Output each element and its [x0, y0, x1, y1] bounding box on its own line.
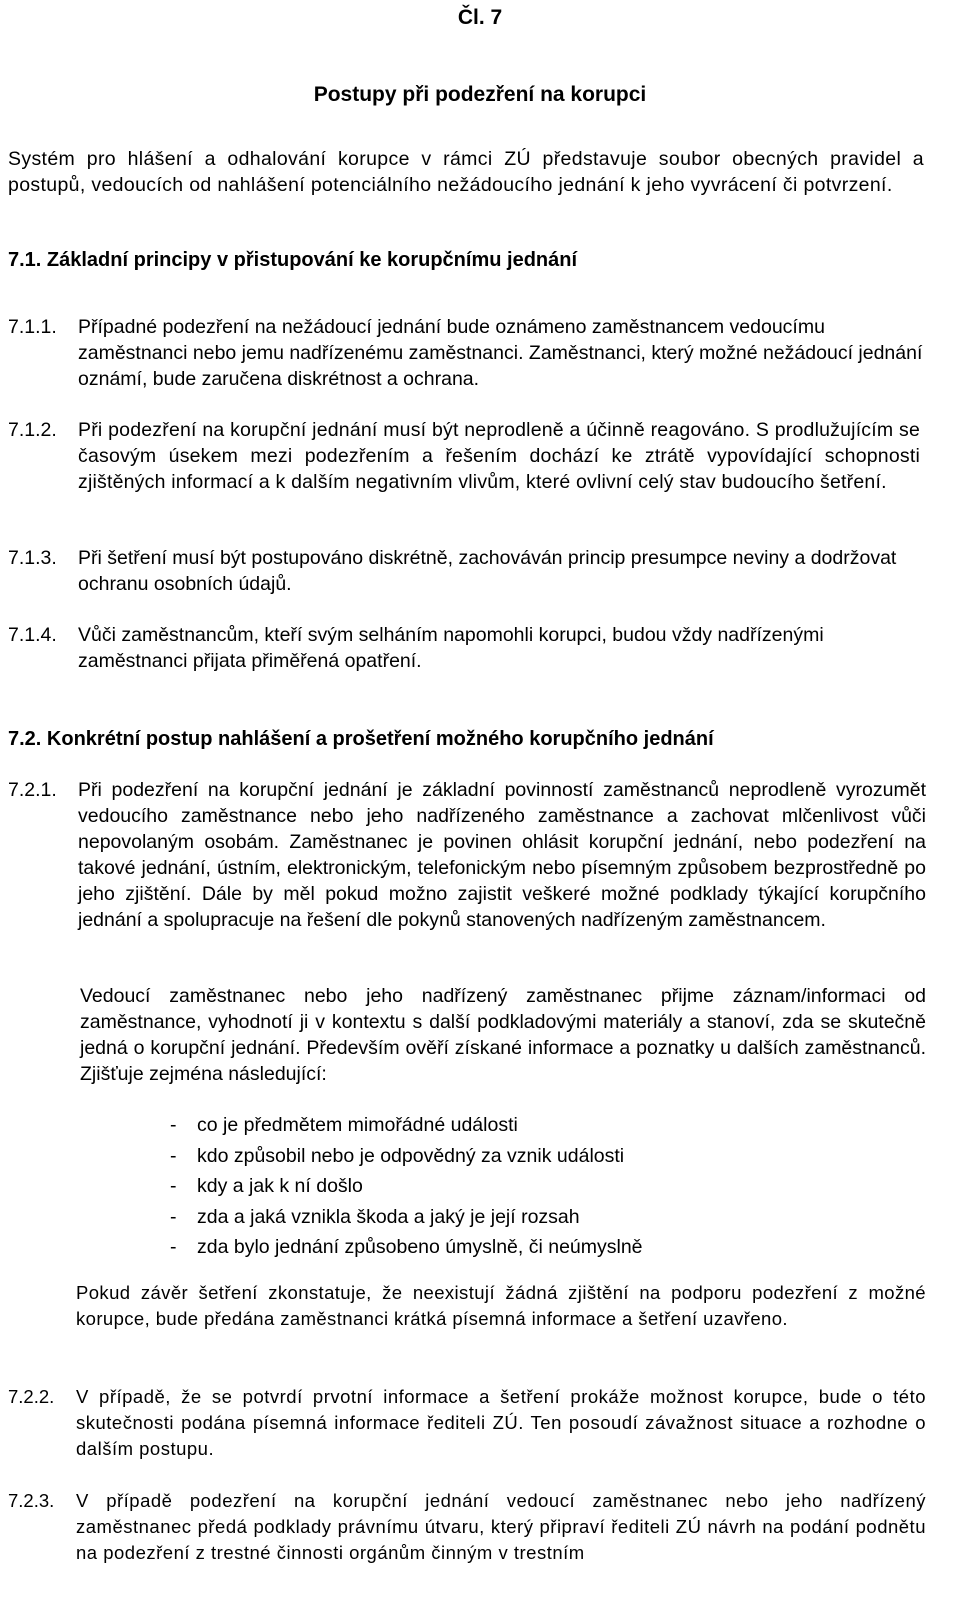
article-title: Postupy při podezření na korupci — [313, 83, 647, 106]
paragraph: Vedoucí zaměstnanec nebo jeho nadřízený zaměstnanec přijme záznam/informaci od zaměstnance, vyhodnotí ji v kontextu s další podkladovými materiály a stanoví, zda se skutečně jedná o korupční jednání. Především ověří získané informace a poznatky u dalších zaměstnanců. Zjišťuje zejména následující: — [80, 985, 926, 1085]
list-item: - zda bylo jednání způsobeno úmyslně, či neúmyslně — [170, 1236, 643, 1258]
intro-paragraph: Systém pro hlášení a odhalování korupce v rámci ZÚ představuje soubor obecných pravidel a postupů, vedoucích od nahlášení potenciálního nežádoucího jednání k jeho vyvrácení či potvrzení. — [8, 148, 924, 196]
item-text: V případě, že se potvrdí prvotní informace a šetření prokáže možnost korupce, bude o této skutečnosti podána písemná informace řediteli ZÚ. Ten posoudí závažnost situace a rozhodne o dalším postupu. — [76, 1386, 926, 1459]
item-number: 7.2.2. — [8, 1386, 55, 1407]
bullet-list — [170, 1112, 643, 1265]
item-text: Při podezření na korupční jednání musí být neprodleně a účinně reagováno. S prodlužujícím se časovým úsekem mezi podezřením a řešením dochází ke ztrátě vypovídající schopnosti zjištěných informací a k dalším negativním vlivům, které ovlivní celý stav budoucího šetření. — [78, 419, 920, 493]
list-item: - kdo způsobil nebo je odpovědný za vznik události — [170, 1144, 625, 1167]
item-number: 7.1.4. — [8, 624, 57, 646]
item-number: 7.2.3. — [8, 1490, 55, 1511]
article-number: Čl. 7 — [457, 6, 503, 29]
section-7-2-title: 7.2. Konkrétní postup nahlášení a prošetření možného korupčního jednání — [8, 728, 714, 750]
item-number: 7.1.1. — [8, 316, 57, 338]
list-item: - kdy a jak k ní došlo — [170, 1175, 363, 1197]
item-number: 7.1.3. — [8, 547, 57, 569]
item-text: Při šetření musí být postupováno diskrétně, zachováván princip presumpce neviny a dodržovat ochranu osobních údajů. — [78, 547, 897, 595]
item-text: Při podezření na korupční jednání je základní povinností zaměstnanců neprodleně vyrozumět vedoucího zaměstnance nebo jeho nadřízeného zaměstnance a zachovat mlčenlivost vůči nepovolaným osobám. Zaměstnanec je povinen ohlásit korupční jednání, nebo podezření na takové jednání, ústním, elektronickým, telefonickým nebo písemným způsobem bezprostředně po jeho zjištění. Dále by měl pokud možno zajistit veškeré možné podklady týkající korupčního jednání a spolupracuje na řešení dle pokynů stanovených nadřízeným zaměstnancem. — [78, 779, 926, 931]
list-item: - co je předmětem mimořádné události — [170, 1114, 518, 1136]
item-text: V případě podezření na korupční jednání vedoucí zaměstnanec nebo jeho nadřízený zaměstnanec předá podklady právnímu útvaru, který připraví řediteli ZÚ návrh na podání podnětu na podezření z trestné činnosti orgánům činným v trestním — [76, 1490, 926, 1563]
section-7-1-title: 7.1. Základní principy v přistupování ke korupčnímu jednání — [8, 249, 578, 271]
list-item: - zda a jaká vznikla škoda a jaký je její rozsah — [170, 1205, 580, 1228]
item-text: Vůči zaměstnancům, kteří svým selháním napomohli korupci, budou vždy nadřízenými zaměstnanci přijata přiměřená opatření. — [78, 624, 824, 672]
paragraph: Pokud závěr šetření zkonstatuje, že neexistují žádná zjištění na podporu podezření z možné korupce, bude předána zaměstnanci krátká písemná informace a šetření uzavřeno. — [76, 1282, 926, 1329]
item-number: 7.1.2. — [8, 419, 57, 441]
item-text: Případné podezření na nežádoucí jednání bude oznámeno zaměstnancem vedoucímu zaměstnanci nebo jemu nadřízenému zaměstnanci. Zaměstnanci, který možné nežádoucí jednání oznámí, bude zaručena diskrétnost a ochrana. — [78, 316, 923, 390]
item-number: 7.2.1. — [8, 779, 57, 801]
